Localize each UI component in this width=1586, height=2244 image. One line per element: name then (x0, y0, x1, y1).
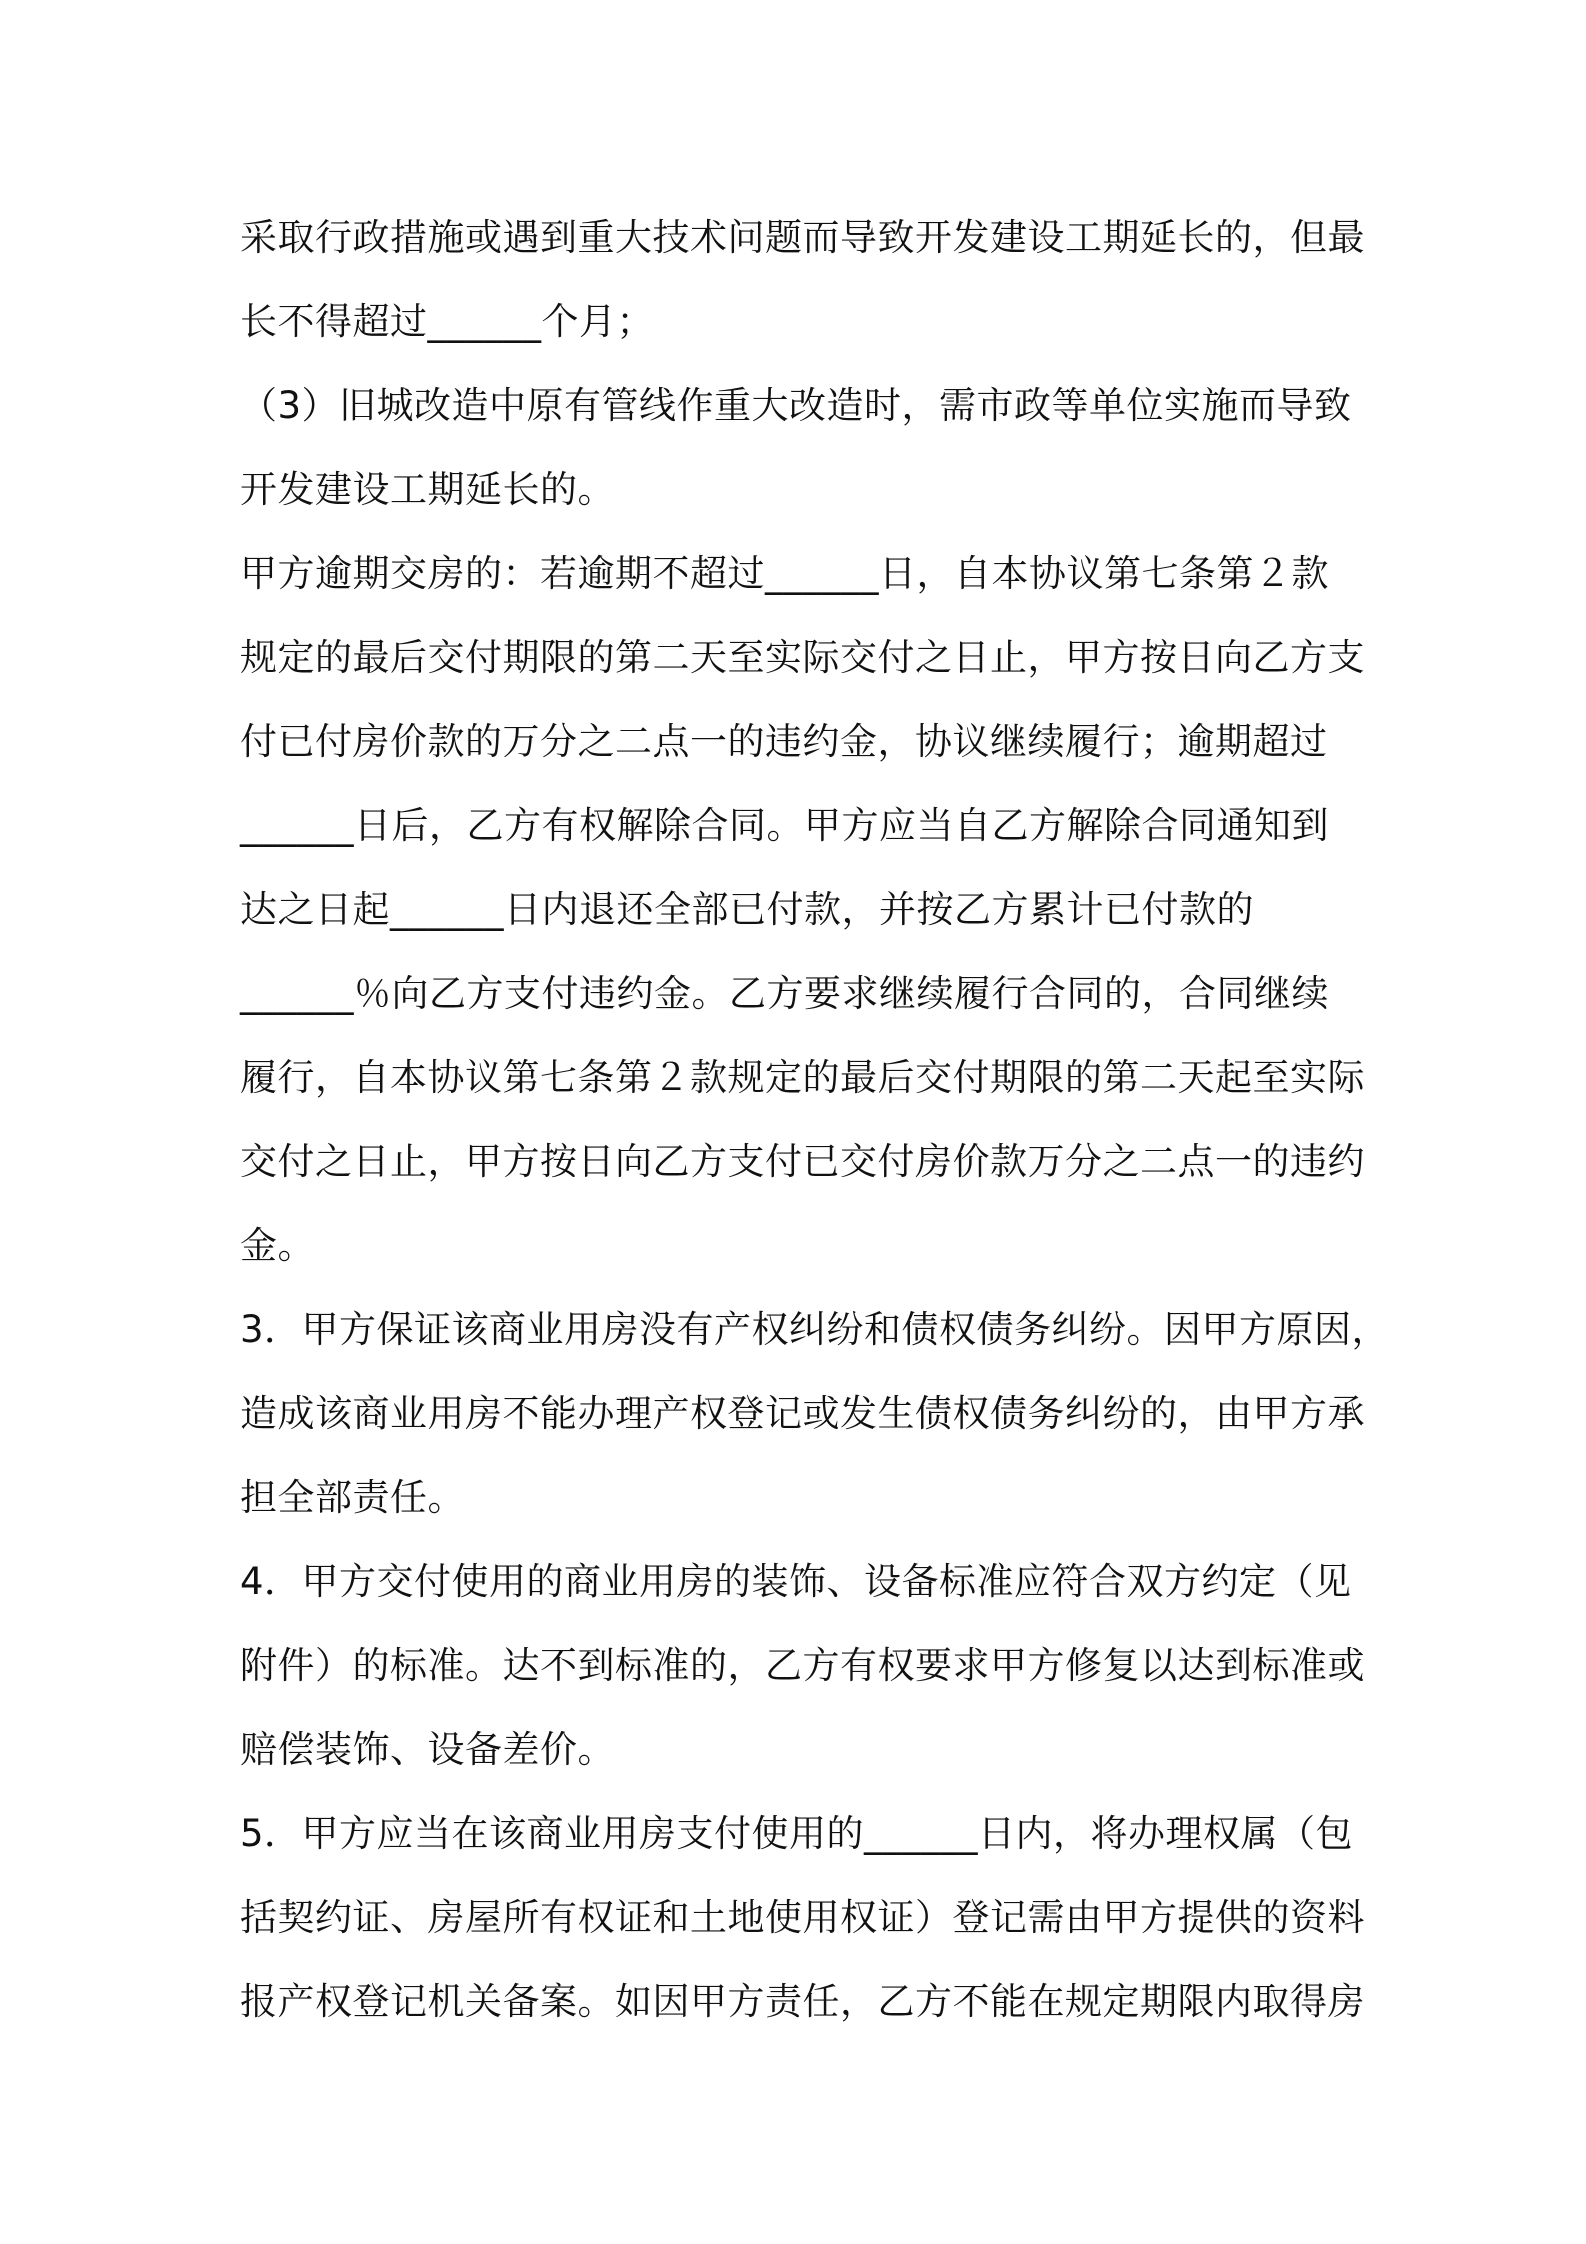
text-line: 造成该商业用房不能办理产权登记或发生债权债务纠纷的，由甲方承 (240, 1392, 1365, 1435)
text-line: 担全部责任。 (240, 1476, 465, 1519)
text-line: 赔偿装饰、设备差价。 (240, 1728, 615, 1771)
text-line: 开发建设工期延长的。 (240, 468, 615, 511)
text-line: 3．甲方保证该商业用房没有产权纠纷和债权债务纠纷。因甲方原因， (240, 1308, 1390, 1351)
text-line: ______日后，乙方有权解除合同。甲方应当自乙方解除合同通知到 (240, 804, 1329, 847)
text-line: 5．甲方应当在该商业用房支付使用的______日内，将办理权属（包 (240, 1812, 1354, 1855)
text-line: 报产权登记机关备案。如因甲方责任，乙方不能在规定期限内取得房 (240, 1980, 1365, 2023)
contract-text (240, 196, 1390, 2044)
text-line: （3）旧城改造中原有管线作重大改造时，需市政等单位实施而导致 (240, 384, 1352, 427)
text-line: 采取行政措施或遇到重大技术问题而导致开发建设工期延长的，但最 (240, 216, 1365, 259)
text-line: 附件）的标准。达不到标准的，乙方有权要求甲方修复以达到标准或 (240, 1644, 1365, 1687)
text-line: 甲方逾期交房的：若逾期不超过______日，自本协议第七条第２款 (240, 552, 1329, 595)
text-line: 达之日起______日内退还全部已付款，并按乙方累计已付款的 (240, 888, 1254, 931)
text-line: 括契约证、房屋所有权证和土地使用权证）登记需由甲方提供的资料 (240, 1896, 1365, 1939)
text-line: 交付之日止，甲方按日向乙方支付已交付房价款万分之二点一的违约 (240, 1140, 1365, 1183)
text-line: 长不得超过______个月； (240, 300, 654, 343)
text-line: 金。 (240, 1224, 315, 1267)
text-line: 规定的最后交付期限的第二天至实际交付之日止，甲方按日向乙方支 (240, 636, 1365, 679)
text-line: 4．甲方交付使用的商业用房的装饰、设备标准应符合双方约定（见 (240, 1560, 1352, 1603)
text-line: ______％向乙方支付违约金。乙方要求继续履行合同的，合同继续 (240, 972, 1329, 1015)
text-line: 履行，自本协议第七条第２款规定的最后交付期限的第二天起至实际 (240, 1056, 1365, 1099)
text-line: 付已付房价款的万分之二点一的违约金，协议继续履行；逾期超过 (240, 720, 1328, 763)
